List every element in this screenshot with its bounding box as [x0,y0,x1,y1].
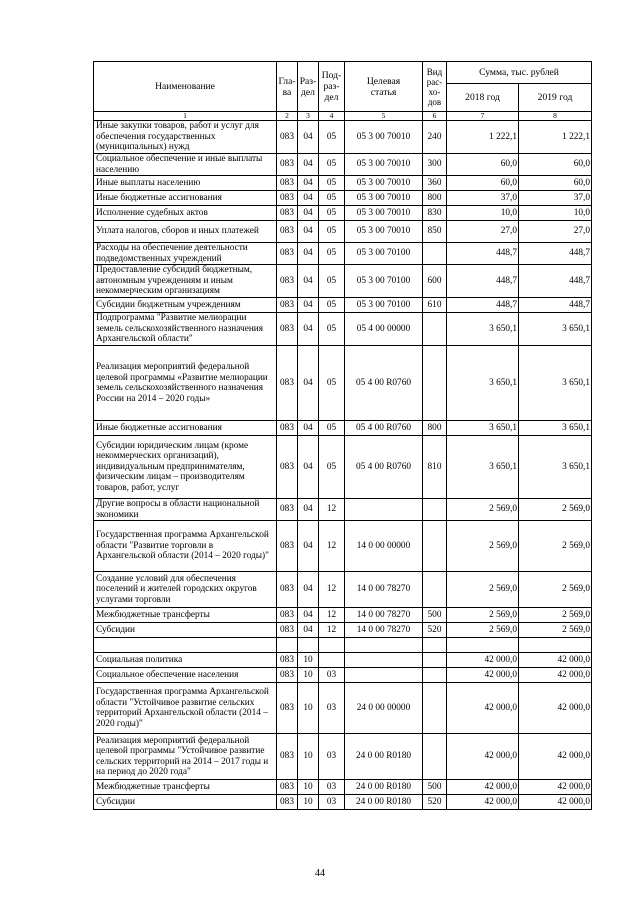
column-number: 1 [94,112,277,121]
table-cell-target [345,638,423,653]
table-cell-razdel: 10 [298,683,319,734]
table-cell-vid [423,572,447,608]
table-cell-podrazdel: 03 [319,668,345,683]
table-cell-razdel: 10 [298,668,319,683]
table-cell-name: Уплата налогов, сборов и иных платежей [94,221,277,243]
table-cell-glava: 083 [277,176,298,191]
table-cell-2018: 10,0 [447,206,519,221]
table-cell-2019: 27,0 [519,221,592,243]
table-cell-target: 14 0 00 00000 [345,521,423,572]
table-cell-glava: 083 [277,154,298,176]
table-cell-vid [423,243,447,265]
table-cell-target: 05 3 00 70100 [345,243,423,265]
table-cell-2019: 42 000,0 [519,668,592,683]
header-sum: Сумма, тыс. рублей [447,62,592,84]
table-cell-2019: 448,7 [519,298,592,313]
table-cell-2018 [447,638,519,653]
table-cell-vid: 850 [423,221,447,243]
table-cell-razdel: 10 [298,734,319,780]
table-cell-glava: 083 [277,121,298,154]
header-year-2019: 2019 год [519,84,592,112]
table-cell-razdel: 04 [298,346,319,421]
table-row [94,243,592,265]
table-cell-2019: 2 569,0 [519,623,592,638]
table-cell-vid: 520 [423,795,447,810]
table-cell-2018: 2 569,0 [447,499,519,521]
table-cell-name: Субсидии бюджетным учреждениям [94,298,277,313]
table-cell-name: Иные бюджетные ассигнования [94,191,277,206]
table-cell-glava: 083 [277,221,298,243]
table-cell-target: 05 3 00 70010 [345,176,423,191]
table-cell-razdel: 04 [298,313,319,346]
table-row [94,668,592,683]
table-cell-target: 24 0 00 R0180 [345,795,423,810]
table-row [94,298,592,313]
column-number: 4 [319,112,345,121]
table-cell-2018: 2 569,0 [447,623,519,638]
table-cell-2018: 42 000,0 [447,668,519,683]
table-cell-glava: 083 [277,265,298,298]
table-cell-glava: 083 [277,499,298,521]
table-cell-podrazdel: 05 [319,421,345,436]
table-cell-podrazdel: 05 [319,298,345,313]
table-cell-vid [423,734,447,780]
table-row [94,346,592,421]
table-cell-razdel: 04 [298,499,319,521]
table-cell-podrazdel: 05 [319,176,345,191]
table-cell-podrazdel: 12 [319,499,345,521]
table-cell-2019: 60,0 [519,154,592,176]
table-cell-vid [423,638,447,653]
table-cell-2018: 448,7 [447,265,519,298]
table-cell-2019: 3 650,1 [519,313,592,346]
table-cell-name: Реализация мероприятий федеральной целевой программы «Развитие мелиорации земель сельскохозяйственного назначения России на 2014 – 2020 годы» [94,346,277,421]
table-cell-2019: 3 650,1 [519,436,592,499]
table-cell-target: 05 4 00 R0760 [345,346,423,421]
table-cell-vid [423,521,447,572]
table-cell-razdel: 04 [298,521,319,572]
table-cell-razdel: 10 [298,780,319,795]
table-cell-vid: 360 [423,176,447,191]
table-cell-name: Предоставление субсидий бюджетным, автономным учреждениям и иным некоммерческим организациям [94,265,277,298]
table-cell-podrazdel: 03 [319,780,345,795]
table-cell-2019: 448,7 [519,243,592,265]
table-cell-name: Подпрограмма "Развитие мелиорации земель сельскохозяйственного назначения Архангельской области" [94,313,277,346]
table-cell-glava: 083 [277,653,298,668]
table-cell-razdel [298,638,319,653]
table-cell-vid: 300 [423,154,447,176]
table-cell-glava [277,638,298,653]
table-cell-name: Межбюджетные трансферты [94,780,277,795]
table-cell-name [94,638,277,653]
table-cell-2019: 3 650,1 [519,421,592,436]
table-cell-target [345,653,423,668]
table-cell-name: Субсидии юридическим лицам (кроме некоммерческих организаций), индивидуальным предпринимателям, физическим лицам – производителям товаров, работ, услуг [94,436,277,499]
table-cell-target [345,499,423,521]
header-name: Наименование [94,62,277,112]
table-cell-2018: 2 569,0 [447,521,519,572]
table-cell-vid [423,313,447,346]
table-cell-podrazdel [319,653,345,668]
table-cell-2019: 42 000,0 [519,780,592,795]
table-cell-podrazdel: 05 [319,206,345,221]
table-cell-podrazdel: 12 [319,608,345,623]
table-cell-podrazdel: 05 [319,265,345,298]
table-cell-name: Межбюджетные трансферты [94,608,277,623]
table-cell-2019: 1 222,1 [519,121,592,154]
column-number: 5 [345,112,423,121]
table-cell-podrazdel [319,638,345,653]
table-row [94,521,592,572]
table-cell-vid [423,499,447,521]
table-cell-razdel: 04 [298,572,319,608]
table-cell-razdel: 04 [298,154,319,176]
table-cell-name: Исполнение судебных актов [94,206,277,221]
table-cell-2018: 3 650,1 [447,313,519,346]
table-cell-2019: 42 000,0 [519,653,592,668]
table-cell-target: 05 3 00 70010 [345,191,423,206]
table-cell-target: 05 3 00 70100 [345,298,423,313]
table-cell-name: Создание условий для обеспечения поселений и жителей городских округов услугами торговли [94,572,277,608]
table-row [94,191,592,206]
table-cell-glava: 083 [277,346,298,421]
table-cell-glava: 083 [277,623,298,638]
header-podrazdel: Под- раз- дел [319,62,345,112]
table-cell-2019: 2 569,0 [519,572,592,608]
table-cell-podrazdel: 03 [319,795,345,810]
table-cell-vid: 240 [423,121,447,154]
table-cell-2019 [519,638,592,653]
table-cell-razdel: 04 [298,623,319,638]
budget-table [93,61,592,810]
table-cell-glava: 083 [277,436,298,499]
table-cell-podrazdel: 05 [319,221,345,243]
table-cell-2018: 42 000,0 [447,795,519,810]
table-cell-target: 24 0 00 R0180 [345,734,423,780]
table-cell-glava: 083 [277,668,298,683]
table-cell-vid: 500 [423,608,447,623]
table-cell-2018: 42 000,0 [447,734,519,780]
column-number: 7 [447,112,519,121]
table-cell-target: 14 0 00 78270 [345,572,423,608]
table-cell-vid [423,653,447,668]
table-row [94,265,592,298]
table-cell-name: Социальная политика [94,653,277,668]
table-cell-glava: 083 [277,298,298,313]
table-cell-name: Иные закупки товаров, работ и услуг для обеспечения государственных (муниципальных) нужд [94,121,277,154]
table-row [94,154,592,176]
header-target: Целевая статья [345,62,423,112]
table-cell-target: 05 4 00 R0760 [345,436,423,499]
table-cell-glava: 083 [277,683,298,734]
table-row [94,206,592,221]
table-cell-2018: 1 222,1 [447,121,519,154]
table-cell-2018: 448,7 [447,298,519,313]
table-cell-glava: 083 [277,608,298,623]
table-row [94,608,592,623]
table-cell-2018: 42 000,0 [447,683,519,734]
table-cell-podrazdel: 03 [319,683,345,734]
table-cell-vid: 520 [423,623,447,638]
table-cell-podrazdel: 03 [319,734,345,780]
table-cell-target: 05 4 00 R0760 [345,421,423,436]
table-cell-2019: 60,0 [519,176,592,191]
table-row [94,623,592,638]
table-cell-target: 05 3 00 70010 [345,154,423,176]
table-row [94,313,592,346]
table-cell-name: Реализация мероприятий федеральной целевой программы "Устойчивое развитие сельских территорий на 2014 – 2017 годы и на период до 2020 года" [94,734,277,780]
table-cell-vid [423,346,447,421]
header-vid: Вид рас- хо- дов [423,62,447,112]
table-cell-podrazdel: 12 [319,623,345,638]
table-cell-2019: 2 569,0 [519,521,592,572]
table-cell-2018: 42 000,0 [447,653,519,668]
table-cell-name: Социальное обеспечение населения [94,668,277,683]
table-cell-2019: 42 000,0 [519,734,592,780]
table-cell-2019: 10,0 [519,206,592,221]
table-cell-2018: 60,0 [447,154,519,176]
table-cell-razdel: 04 [298,243,319,265]
table-cell-2018: 3 650,1 [447,346,519,421]
column-number: 2 [277,112,298,121]
table-cell-vid [423,683,447,734]
table-cell-name: Субсидии [94,623,277,638]
table-cell-razdel: 04 [298,121,319,154]
table-cell-target [345,668,423,683]
table-cell-2018: 448,7 [447,243,519,265]
table-cell-2019: 42 000,0 [519,795,592,810]
table-cell-razdel: 04 [298,436,319,499]
table-cell-2018: 60,0 [447,176,519,191]
table-cell-vid: 800 [423,191,447,206]
table-cell-glava: 083 [277,521,298,572]
table-cell-razdel: 10 [298,653,319,668]
table-cell-2018: 37,0 [447,191,519,206]
header-glava: Гла- ва [277,62,298,112]
table-cell-2019: 448,7 [519,265,592,298]
table-cell-2018: 42 000,0 [447,780,519,795]
table-cell-glava: 083 [277,191,298,206]
table-cell-razdel: 04 [298,176,319,191]
table-cell-razdel: 04 [298,608,319,623]
table-row [94,653,592,668]
table-cell-2019: 42 000,0 [519,683,592,734]
table-cell-target: 05 3 00 70010 [345,221,423,243]
table-cell-razdel: 04 [298,421,319,436]
table-cell-glava: 083 [277,780,298,795]
table-cell-2019: 37,0 [519,191,592,206]
table-cell-2018: 2 569,0 [447,572,519,608]
column-number: 8 [519,112,592,121]
table-cell-name: Государственная программа Архангельской области "Развитие торговли в Архангельской области (2014 – 2020 годы)" [94,521,277,572]
table-cell-target: 05 3 00 70100 [345,265,423,298]
table-cell-razdel: 10 [298,795,319,810]
table-cell-vid: 500 [423,780,447,795]
column-numbers-row [94,112,592,121]
table-row [94,638,592,653]
table-row [94,780,592,795]
table-cell-podrazdel: 05 [319,121,345,154]
table-cell-razdel: 04 [298,298,319,313]
table-cell-glava: 083 [277,313,298,346]
table-cell-target: 05 3 00 70010 [345,121,423,154]
table-cell-glava: 083 [277,421,298,436]
table-row [94,572,592,608]
table-cell-target: 05 3 00 70010 [345,206,423,221]
table-cell-2019: 2 569,0 [519,608,592,623]
table-cell-2019: 2 569,0 [519,499,592,521]
column-number: 6 [423,112,447,121]
table-cell-razdel: 04 [298,191,319,206]
table-cell-podrazdel: 05 [319,436,345,499]
table-cell-podrazdel: 12 [319,521,345,572]
column-number: 3 [298,112,319,121]
table-cell-vid: 800 [423,421,447,436]
table-cell-vid: 830 [423,206,447,221]
table-cell-glava: 083 [277,572,298,608]
table-row [94,436,592,499]
table-cell-target: 05 4 00 00000 [345,313,423,346]
header-year-2018: 2018 год [447,84,519,112]
table-cell-target: 14 0 00 78270 [345,608,423,623]
table-row [94,734,592,780]
table-cell-2018: 2 569,0 [447,608,519,623]
table-cell-razdel: 04 [298,206,319,221]
table-cell-name: Государственная программа Архангельской области "Устойчивое развитие сельских территорий Архангельской области (2014 – 2020 годы)" [94,683,277,734]
table-cell-name: Субсидии [94,795,277,810]
table-cell-glava: 083 [277,243,298,265]
table-cell-podrazdel: 05 [319,154,345,176]
table-cell-vid: 810 [423,436,447,499]
table-row [94,683,592,734]
table-cell-vid: 600 [423,265,447,298]
table-cell-2018: 3 650,1 [447,421,519,436]
table-cell-glava: 083 [277,795,298,810]
table-cell-target: 14 0 00 78270 [345,623,423,638]
table-cell-name: Другие вопросы в области национальной экономики [94,499,277,521]
table-cell-podrazdel: 05 [319,346,345,421]
table-cell-name: Иные бюджетные ассигнования [94,421,277,436]
table-row [94,499,592,521]
table-cell-2019: 3 650,1 [519,346,592,421]
table-row [94,421,592,436]
header-razdel: Раз- дел [298,62,319,112]
table-cell-vid [423,668,447,683]
table-cell-vid: 610 [423,298,447,313]
table-cell-name: Расходы на обеспечение деятельности подведомственных учреждений [94,243,277,265]
table-cell-podrazdel: 05 [319,191,345,206]
table-cell-podrazdel: 05 [319,243,345,265]
table-cell-glava: 083 [277,734,298,780]
table-cell-razdel: 04 [298,221,319,243]
table-cell-target: 24 0 00 00000 [345,683,423,734]
table-body [94,121,592,810]
table-cell-razdel: 04 [298,265,319,298]
table-row [94,221,592,243]
table-cell-podrazdel: 12 [319,572,345,608]
table-cell-podrazdel: 05 [319,313,345,346]
table-header [94,62,592,121]
table-cell-glava: 083 [277,206,298,221]
table-cell-2018: 3 650,1 [447,436,519,499]
table-cell-2018: 27,0 [447,221,519,243]
table-row [94,795,592,810]
table-row [94,176,592,191]
table-cell-target: 24 0 00 R0180 [345,780,423,795]
table-row [94,121,592,154]
table-cell-name: Социальное обеспечение и иные выплаты населению [94,154,277,176]
page-number: 44 [315,868,325,879]
table-cell-name: Иные выплаты населению [94,176,277,191]
